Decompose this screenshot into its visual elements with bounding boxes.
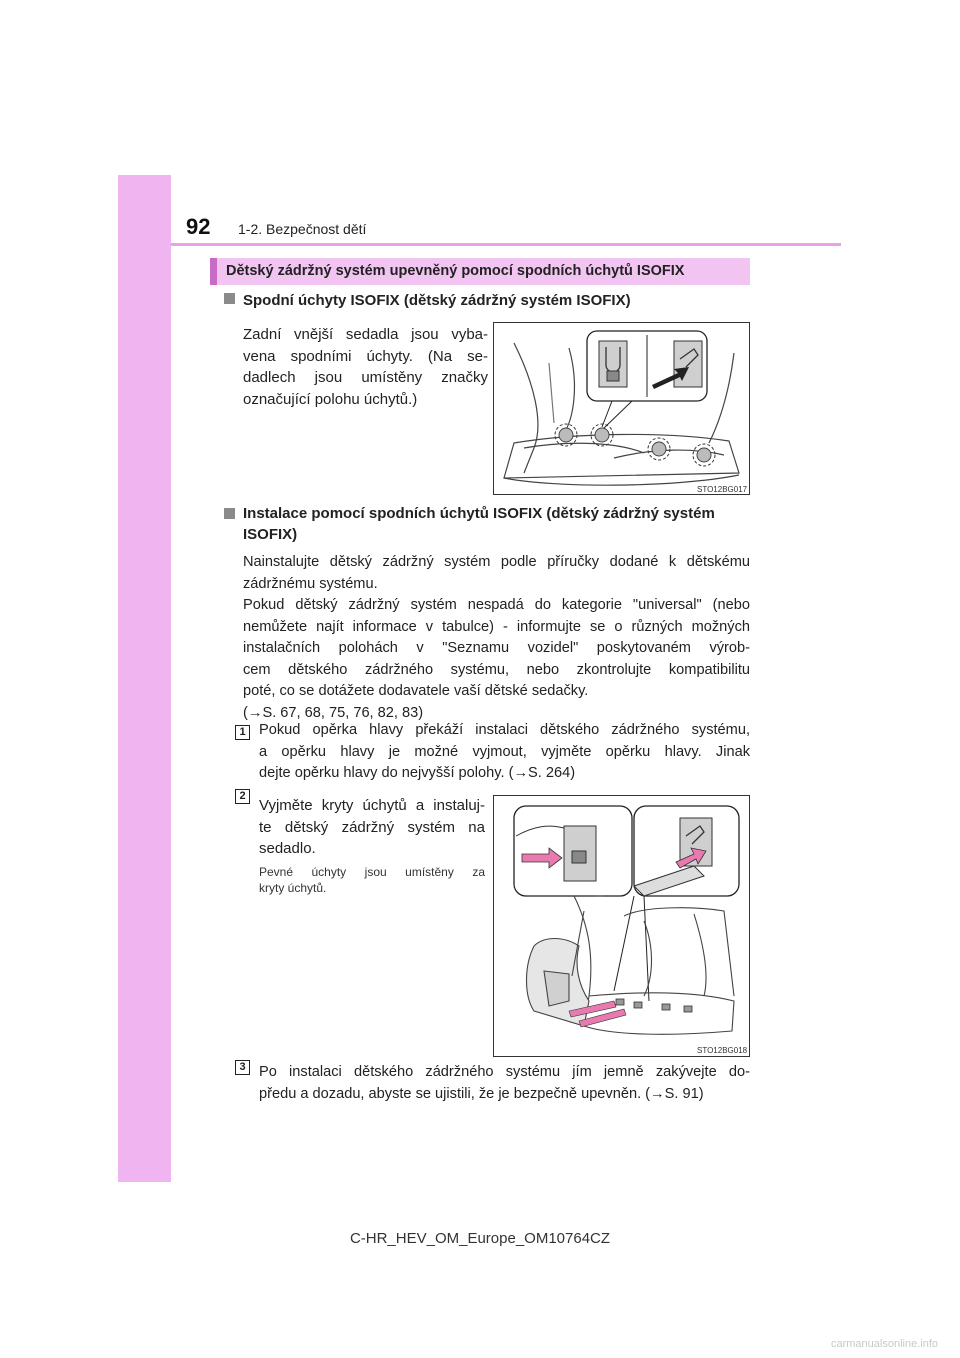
header-divider [171, 243, 841, 246]
step-number-badge: 2 [235, 789, 250, 804]
text-line: nemůžete najít informace v tabulce) - informujte se o různých možných [243, 618, 750, 635]
text-line: dadlech jsou umístěny značky [243, 369, 488, 386]
section-title: 1-2. Bezpečnost dětí [238, 221, 367, 237]
text-line: zádržnému systému. [243, 575, 378, 592]
step-number-badge: 1 [235, 725, 250, 740]
text-line: Vyjměte kryty úchytů a instaluj- [259, 797, 485, 814]
text-line: Pevné úchyty jsou umístěny za [259, 865, 485, 879]
text-line: Nainstalujte dětský zádržný systém podle příručky dodané k dětskému [243, 554, 750, 570]
section1-paragraph [243, 324, 488, 410]
topic-title: Dětský zádržný systém upevněný pomocí spodních úchytů ISOFIX [226, 263, 685, 279]
topic-title-bar [210, 258, 750, 285]
document-footer: C-HR_HEV_OM_Europe_OM10764CZ [349, 1230, 611, 1247]
text-line: dejte opěrku hlavy do nejvyšší polohy. (→S. 264) [259, 765, 576, 781]
text-line: te dětský zádržný systém na [259, 818, 485, 836]
subheading-text: Instalace pomocí spodních úchytů ISOFIX (dětský zádržný systém [243, 505, 715, 522]
child-seat-install-illustration [494, 796, 749, 1056]
watermark: carmanualsonline.info [830, 1338, 938, 1350]
text-line: poté, co se dotážete dodavatele vaší dětské sedačky. [243, 683, 589, 699]
step-2-text [259, 795, 485, 860]
figure-id: STO12BG017 [697, 485, 748, 494]
step-number-badge: 3 [235, 1060, 250, 1075]
text-line: cem dětského zádržného systému, nebo zkontrolujte kompatibilitu [243, 661, 750, 678]
text-line: Pokud dětský zádržný systém nespadá do kategorie "universal" (nebo [243, 597, 750, 613]
text-line: instalačních polohách v "Seznamu vozidel" poskytovaném výrob- [243, 640, 750, 656]
text-line: a opěrku hlavy je možné vyjmout, vyjměte opěrku hlavy. Jinak [259, 743, 750, 760]
subheading-text: ISOFIX) [243, 526, 298, 543]
text-line: (→S. 67, 68, 75, 76, 82, 83) [243, 704, 424, 721]
section2-paragraph [243, 552, 750, 724]
subheading-isofix-install [224, 503, 754, 545]
text-line: Po instalaci dětského zádržného systému jím jemně zakývejte do- [259, 1064, 750, 1080]
figure-child-seat-install [493, 795, 750, 1057]
side-color-band [118, 175, 171, 1182]
text-line: Pokud opěrka hlavy překáží instalaci dětského zádržného systému, [259, 722, 750, 738]
step-2-note [259, 864, 485, 896]
text-line: kryty úchytů. [259, 881, 327, 895]
text-line: vena spodními úchyty. (Na se- [243, 347, 488, 365]
figure-id: STO12BG018 [697, 1046, 748, 1055]
subheading-text: Spodní úchyty ISOFIX (dětský zádržný systém ISOFIX) [243, 292, 631, 309]
text-line: předu a dozadu, abyste se ujistili, že je bezpečně upevněn. (→S. 91) [259, 1085, 704, 1102]
rear-seat-anchor-illustration [494, 323, 749, 494]
text-line: Zadní vnější sedadla jsou vyba- [243, 326, 488, 343]
step-3-text [259, 1062, 750, 1105]
text-line: sedadlo. [259, 840, 316, 857]
step-1-text [259, 720, 750, 785]
subheading-isofix-anchors [224, 292, 631, 309]
square-bullet-icon [224, 293, 235, 304]
text-line: označující polohu úchytů.) [243, 390, 418, 408]
square-bullet-icon [224, 508, 235, 519]
page-number: 92 [186, 214, 211, 239]
figure-isofix-anchors [493, 322, 750, 495]
